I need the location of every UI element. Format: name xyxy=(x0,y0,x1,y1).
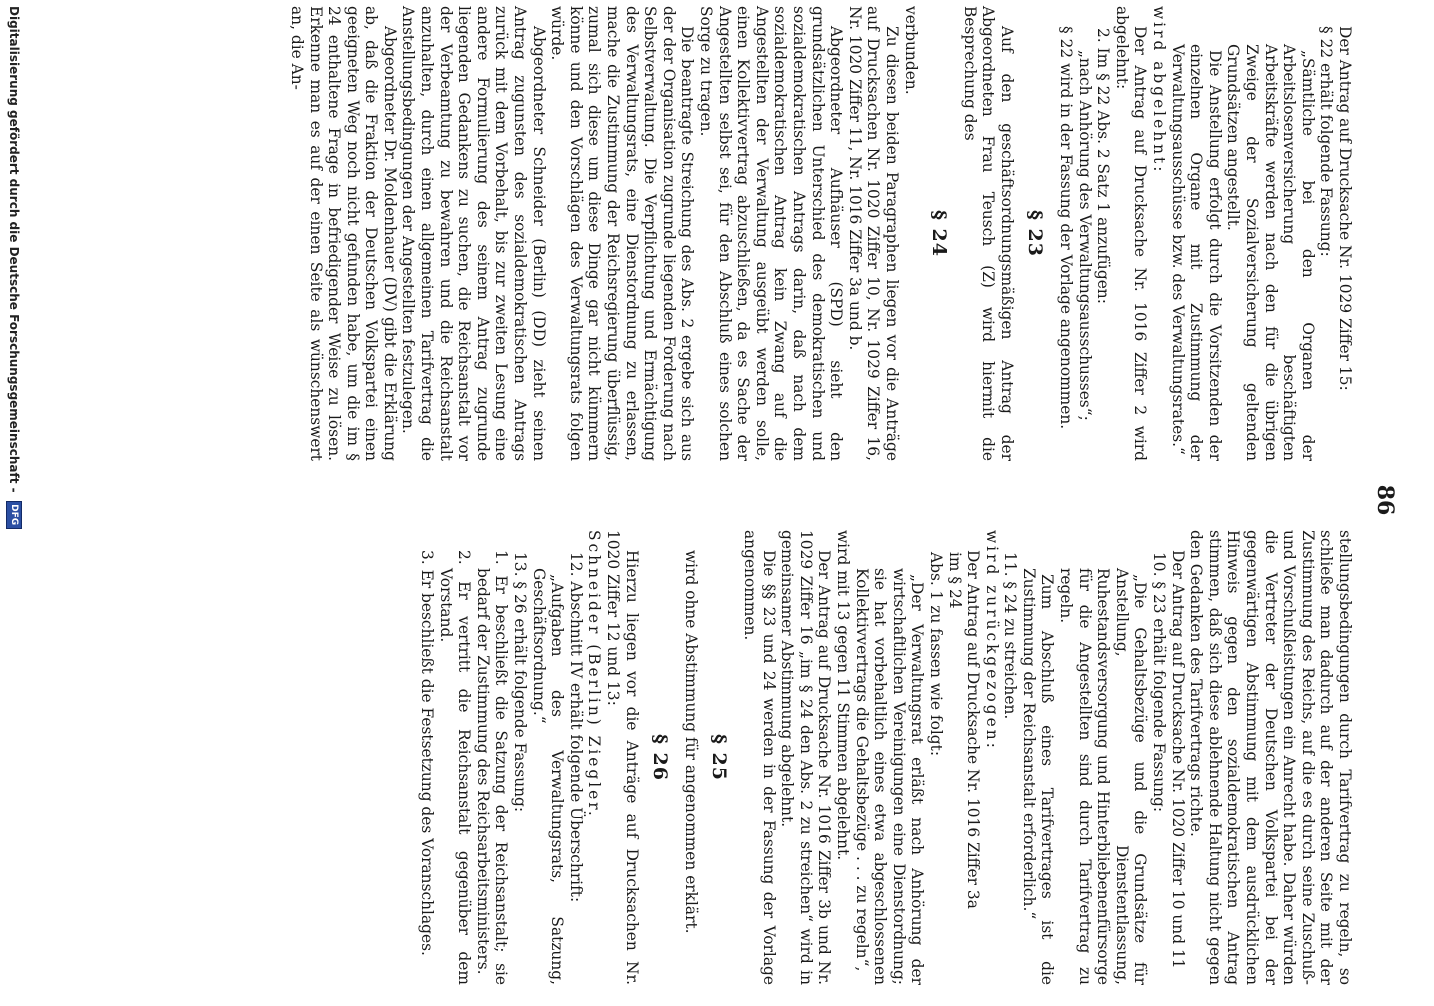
list-item: 2. Im § 22 Abs. 2 Satz 1 anzufügen: xyxy=(1094,28,1113,304)
footer-text: Digitalisierung gefördert durch die Deutsche Forschungsgemeinschaft - xyxy=(7,6,21,493)
paragraph: Zu diesen beiden Paragraphen liegen vor die Anträge auf Drucksachen Nr. 1020 Ziffer 10, Nr. 1029 Ziffer 16, Nr. 1020 Ziffer 11, Nr. 1016 Ziffer 3a und b. xyxy=(845,6,901,461)
list-item: 12. Abschnitt IV erhält folgende Überschrift: xyxy=(566,552,585,903)
list-item: 3. Er beschließt die Festsetzung des Voranschlages. xyxy=(418,550,437,956)
paragraph: Schneider (Berlin) Ziegler. xyxy=(585,530,604,819)
paragraph: Auf den geschäftsordnungsmäßigen Antrag der Abgeordneten Frau Teusch (Z) wird hiermit die Besprechung des xyxy=(960,6,1016,461)
list-item: 11. § 24 zu streichen. xyxy=(1001,552,1020,720)
list-item: 1. Er beschließt die Satzung der Reichsanstalt; sie bedarf der Zustimmung des Reichsarbeitsministers. xyxy=(473,550,511,985)
digitization-footer xyxy=(0,0,28,1006)
dfg-logo-icon: DFG xyxy=(6,501,22,529)
list-item: 2. Er vertritt die Reichsanstalt gegenüber dem Vorstand. xyxy=(436,550,474,985)
section-heading-25: § 25 xyxy=(708,734,731,781)
paragraph: stellungsbedingungen durch Tarifvertrag zu regeln, so schließe man dadurch auf der anderen Seite mit der Zustimmung des Reichs, auf die es durch seine Zuschuß- und Vorschußleistungen ein Anrecht habe. Daher würden die Vertreter der Deutschen Volkspartei bei der gegenwärtigen Abstimmung mit dem ausdrücklichen Hinweis gegen den sozialdemokratischen Antrag stimmen, daß sich diese ablehnende Haltung nicht gegen den Gedanken des Tarifvertrags richte. xyxy=(1187,530,1354,985)
paragraph: Der Antrag auf Drucksache Nr. 1020 Ziffer 10 und 11 xyxy=(1168,550,1187,969)
paragraph: § 22 wird in der Fassung der Vorlage angenommen. xyxy=(1057,26,1076,430)
quote: „Der Verwaltungsrat erläßt nach Anhörung der wirtschaftlichen Vereinigungen eine Dienstordnung; sie hat vorbehaltlich eines etwa abgeschlossenen Kollektivvertrags die Gehaltsbezüge . . . zu regeln“, xyxy=(852,568,927,985)
quote: „nach Anhörung des Verwaltungsausschusses“; xyxy=(1075,50,1094,421)
paragraph: Die beantragte Streichung des Abs. 2 ergebe sich aus der der Organisation zugrunde liegenden Forderung nach Selbstverwaltung. Die Verpflichtung und Ermächtigung des Verwaltungsrats, eine Dienstordnung zu erlassen, mache die Zustimmung der Reichsregierung überflüssig, zumal sich diese um diese Dinge gar nicht kümmern könne und den Vorschlägen des Verwaltungsrats folgen würde. xyxy=(548,6,697,461)
section-heading-24: § 24 xyxy=(928,210,951,257)
quote: „Die Gehaltsbezüge und die Grundsätze für Anstellung, Dienstentlassung, Ruhestandsversorgung und Hinterbliebenenfürsorge für die Angestellten sind durch Tarifvertrag zu regeln. xyxy=(1057,568,1150,985)
paragraph: Die §§ 23 und 24 werden in der Fassung der Vorlage angenommen. xyxy=(741,530,778,985)
quote: Zum Abschluß eines Tarifvertrages ist die Zustimmung der Reichsanstalt erforderlich.“ xyxy=(1019,568,1057,985)
section-heading-26: § 26 xyxy=(649,734,672,781)
quote: „Sämtliche bei den Organen der Arbeitslosenversicherung beschäftigten Arbeitskräfte werden nach den für die übrigen Zweige der Sozialversicherung geltenden Grundsätzen angestellt. xyxy=(1224,44,1317,461)
paragraph: Der Antrag auf Drucksache Nr. 1029 Ziffer 15: xyxy=(1336,26,1354,391)
paragraph: Der Antrag auf Drucksache Nr. 1016 Ziffer 3a xyxy=(964,550,983,909)
paragraph: wird zurückgezogen: xyxy=(982,530,1001,751)
paragraph: Hierzu liegen vor die Anträge auf Drucksachen Nr. 1020 Ziffer 12 und 13: xyxy=(604,530,641,985)
paragraph: wird ohne Abstimmung für angenommen erklärt. xyxy=(681,550,700,934)
paragraph: im § 24 xyxy=(945,552,964,609)
list-item: 10. § 23 erhält folgende Fassung: xyxy=(1150,552,1169,813)
paragraph: Der Antrag auf Drucksache Nr. 1016 Ziffer 2 wird abgelehnt: xyxy=(1112,6,1150,461)
page-number: 86 xyxy=(1372,484,1398,516)
paragraph: Der Antrag auf Drucksache Nr. 1016 Ziffer 3b und Nr. 1029 Ziffer 16 „im § 24 den Abs. 2 zu streichen“ wird in gemeinsamer Abstimmung abgelehnt. xyxy=(778,530,834,985)
paragraph: § 22 erhält folgende Fassung: xyxy=(1317,26,1336,257)
paragraph: wird abgelehnt: xyxy=(1150,6,1169,175)
paragraph: wird mit 13 gegen 11 Stimmen abgelehnt. xyxy=(833,530,852,861)
paragraph: Abgeordneter Schneider (Berlin) (DD) zieht seinen Antrag zugunsten des sozialdemokratischen Antrags zurück mit dem Vorbehalt, bis zur zweiten Lesung eine andere Formulierung des seinem Antrag zugrunde liegenden Gedankens zu suchen, die Reichsanstalt vor der Verbeamtung zu bewahren und die Reichsanstalt anzuhalten, durch einen allgemeinen Tarifvertrag die Anstellungsbedingungen der Angestellten festzulegen. xyxy=(399,6,548,461)
paragraph: Abgeordneter Dr. Moldenhauer (DV) gibt die Erklärung ab, daß die Fraktion der Deutschen Volkspartei einen geeigneten Weg noch nicht gefunden habe, um die im § 24 enthaltene Frage in befriedigender Weise zu lösen. Erkenne man es auf der einen Seite als wünschenswert an, die An- xyxy=(287,6,399,461)
quote: „Aufgaben des Verwaltungsrats, Satzung, Geschäftsordnung.“ xyxy=(529,568,567,985)
paragraph: Abs. 1 zu fassen wie folgt: xyxy=(926,552,945,757)
section-heading-23: § 23 xyxy=(1024,210,1047,257)
left-column xyxy=(287,6,1354,461)
right-column xyxy=(418,530,1355,985)
paragraph: verbunden. xyxy=(901,6,920,95)
list-item: 13. § 26 erhält folgende Fassung: xyxy=(511,552,530,813)
quote: Die Anstellung erfolgt durch die Vorsitzenden der einzelnen Organe mit Zustimmung der Verwaltungsausschüsse bzw. des Verwaltungsrates.“ xyxy=(1168,44,1224,461)
paragraph: Abgeordneter Aufhäuser (SPD) sieht den grundsätzlichen Unterschied des demokratischen und sozialdemokratischen Antrags darin, daß nach dem sozialdemokratischen Antrag kein Zwang auf die Angestellten der Verwaltung ausgeübt werden solle, einen Kollektivvertrag abzuschließen, da es Sache der Angestellten selbst sei, für den Abschluß eines solchen Sorge zu tragen. xyxy=(697,6,846,461)
